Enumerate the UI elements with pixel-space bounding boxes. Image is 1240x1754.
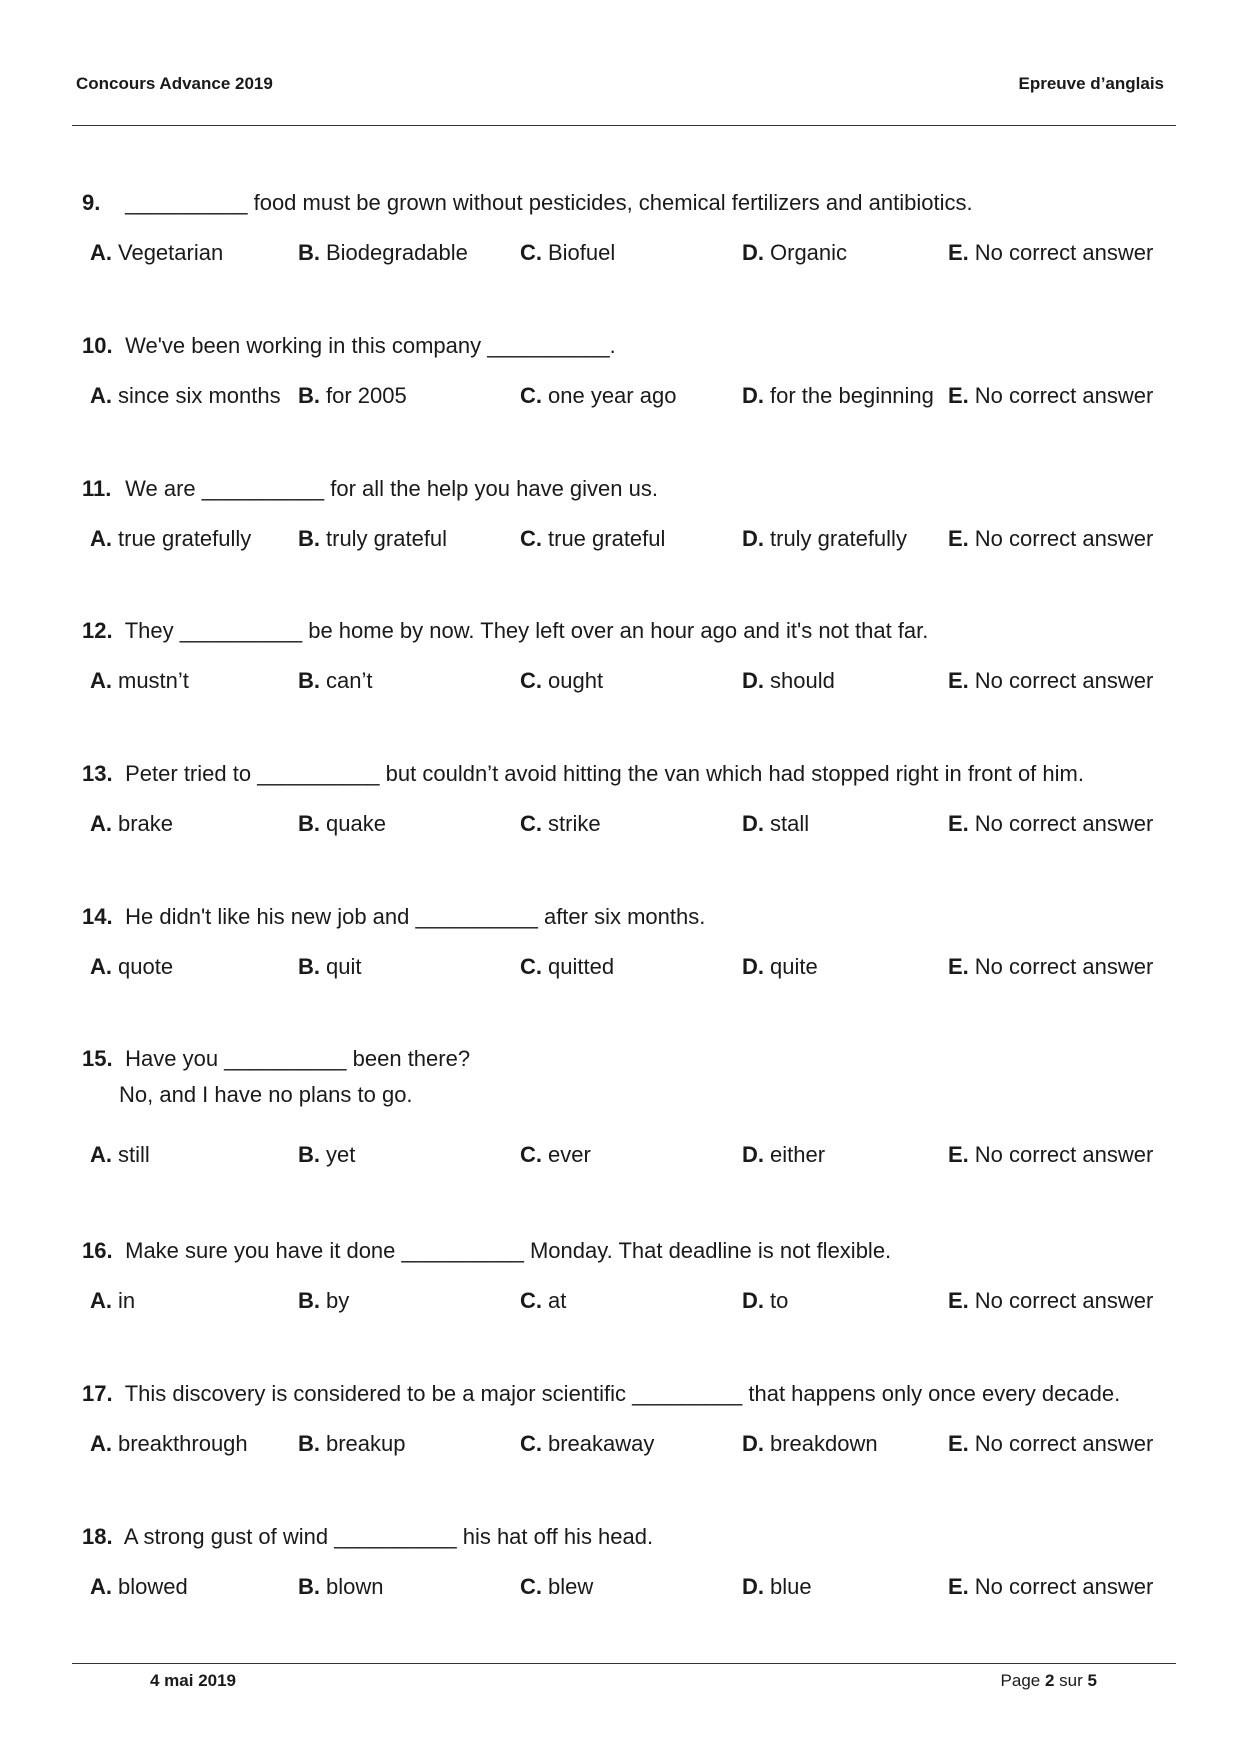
option-c[interactable]: C. one year ago bbox=[520, 383, 677, 408]
option-a[interactable]: A. mustn’t bbox=[90, 668, 189, 693]
question-number: 15. bbox=[82, 1046, 113, 1071]
option-e[interactable]: E. No correct answer bbox=[948, 811, 1154, 836]
option-b[interactable]: B. truly grateful bbox=[298, 526, 448, 551]
option-c[interactable]: C. Biofuel bbox=[520, 240, 616, 265]
page-header bbox=[76, 74, 1164, 96]
question-text: We are __________ for all the help you have given us. bbox=[125, 476, 658, 501]
option-a[interactable]: A. Vegetarian bbox=[90, 240, 224, 265]
question-11 bbox=[82, 471, 1172, 557]
question-stem bbox=[82, 756, 1172, 792]
option-a[interactable]: A. blowed bbox=[90, 1574, 188, 1599]
answer-options bbox=[82, 1137, 1172, 1173]
option-a[interactable]: A. brake bbox=[90, 811, 174, 836]
question-16 bbox=[82, 1233, 1172, 1319]
option-d[interactable]: D. to bbox=[742, 1288, 789, 1313]
option-a[interactable]: A. quote bbox=[90, 954, 174, 979]
option-d[interactable]: D. breakdown bbox=[742, 1431, 878, 1456]
answer-options bbox=[82, 806, 1172, 842]
option-b[interactable]: B. blown bbox=[298, 1574, 384, 1599]
question-9 bbox=[82, 185, 1172, 271]
question-10 bbox=[82, 328, 1172, 414]
question-stem bbox=[82, 613, 1172, 649]
exam-subject: Epreuve d’anglais bbox=[1018, 74, 1164, 93]
question-number: 16. bbox=[82, 1238, 113, 1263]
option-c[interactable]: C. blew bbox=[520, 1574, 594, 1599]
question-stem bbox=[82, 1233, 1172, 1269]
option-e[interactable]: E. No correct answer bbox=[948, 383, 1154, 408]
option-b[interactable]: B. by bbox=[298, 1288, 350, 1313]
answer-options bbox=[82, 1283, 1172, 1319]
option-d[interactable]: D. should bbox=[742, 668, 835, 693]
option-d[interactable]: D. truly gratefully bbox=[742, 526, 907, 551]
question-text-line-2: No, and I have no plans to go. bbox=[119, 1082, 413, 1107]
answer-options bbox=[82, 663, 1172, 699]
option-a[interactable]: A. breakthrough bbox=[90, 1431, 248, 1456]
option-e[interactable]: E. No correct answer bbox=[948, 1142, 1154, 1167]
option-e[interactable]: E. No correct answer bbox=[948, 1574, 1154, 1599]
question-number: 18. bbox=[82, 1524, 113, 1549]
option-b[interactable]: B. quake bbox=[298, 811, 386, 836]
answer-options bbox=[82, 949, 1172, 985]
question-text: A strong gust of wind __________ his hat off his head. bbox=[123, 1524, 654, 1549]
option-d[interactable]: D. for the beginning bbox=[742, 383, 934, 408]
option-b[interactable]: B. Biodegradable bbox=[298, 240, 468, 265]
question-text: He didn't like his new job and __________ after six months. bbox=[125, 904, 706, 929]
option-e[interactable]: E. No correct answer bbox=[948, 668, 1154, 693]
question-18 bbox=[82, 1519, 1172, 1605]
option-c[interactable]: C. ought bbox=[520, 668, 604, 693]
option-c[interactable]: C. at bbox=[520, 1288, 567, 1313]
option-c[interactable]: C. strike bbox=[520, 811, 601, 836]
answer-options bbox=[82, 378, 1172, 414]
option-e[interactable]: E. No correct answer bbox=[948, 954, 1154, 979]
question-number: 10. bbox=[82, 333, 113, 358]
option-c[interactable]: C. quitted bbox=[520, 954, 615, 979]
option-e[interactable]: E. No correct answer bbox=[948, 240, 1154, 265]
question-stem bbox=[82, 328, 1172, 364]
question-stem bbox=[82, 1041, 1172, 1077]
option-b[interactable]: B. breakup bbox=[298, 1431, 406, 1456]
answer-options bbox=[82, 1569, 1172, 1605]
question-number: 13. bbox=[82, 761, 113, 786]
header-divider bbox=[72, 125, 1176, 126]
question-number: 11. bbox=[82, 476, 112, 501]
question-stem bbox=[82, 185, 1172, 221]
question-number: 12. bbox=[82, 618, 113, 643]
option-d[interactable]: D. stall bbox=[742, 811, 810, 836]
question-text: This discovery is considered to be a major scientific _________ that happens only once every decade. bbox=[124, 1381, 1121, 1406]
option-a[interactable]: A. still bbox=[90, 1142, 150, 1167]
question-text: They __________ be home by now. They left over an hour ago and it's not that far. bbox=[124, 618, 929, 643]
option-d[interactable]: D. either bbox=[742, 1142, 826, 1167]
question-text: Peter tried to __________ but couldn’t avoid hitting the van which had stopped right in front of him. bbox=[125, 761, 1084, 786]
question-12 bbox=[82, 613, 1172, 699]
option-c[interactable]: C. breakaway bbox=[520, 1431, 655, 1456]
option-a[interactable]: A. in bbox=[90, 1288, 136, 1313]
question-number: 14. bbox=[82, 904, 113, 929]
question-text: Have you __________ been there? bbox=[125, 1046, 471, 1071]
answer-options bbox=[82, 521, 1172, 557]
option-e[interactable]: E. No correct answer bbox=[948, 526, 1154, 551]
question-text: We've been working in this company __________. bbox=[125, 333, 616, 358]
question-number: 9. bbox=[82, 190, 101, 215]
question-15 bbox=[82, 1041, 1172, 1173]
question-stem bbox=[82, 1519, 1172, 1555]
page-number: Page 2 sur 5 bbox=[1000, 1671, 1097, 1690]
question-13 bbox=[82, 756, 1172, 842]
footer-divider bbox=[72, 1663, 1176, 1664]
question-number: 17. bbox=[82, 1381, 113, 1406]
option-c[interactable]: C. ever bbox=[520, 1142, 591, 1167]
option-d[interactable]: D. Organic bbox=[742, 240, 848, 265]
answer-options bbox=[82, 1426, 1172, 1462]
question-text: __________ food must be grown without pesticides, chemical fertilizers and antibiotics. bbox=[125, 190, 973, 215]
question-stem bbox=[82, 471, 1172, 507]
question-stem bbox=[82, 899, 1172, 935]
question-14 bbox=[82, 899, 1172, 985]
footer-date: 4 mai 2019 bbox=[150, 1671, 237, 1690]
option-e[interactable]: E. No correct answer bbox=[948, 1288, 1154, 1313]
option-a[interactable]: A. since six months bbox=[90, 383, 281, 408]
exam-title: Concours Advance 2019 bbox=[76, 74, 273, 93]
option-e[interactable]: E. No correct answer bbox=[948, 1431, 1154, 1456]
option-b[interactable]: B. quit bbox=[298, 954, 362, 979]
option-b[interactable]: B. can’t bbox=[298, 668, 373, 693]
option-b[interactable]: B. for 2005 bbox=[298, 383, 407, 408]
question-text: Make sure you have it done __________ Monday. That deadline is not flexible. bbox=[125, 1238, 892, 1263]
question-17 bbox=[82, 1376, 1172, 1462]
question-stem bbox=[82, 1376, 1172, 1412]
option-d[interactable]: D. quite bbox=[742, 954, 818, 979]
option-d[interactable]: D. blue bbox=[742, 1574, 812, 1599]
option-a[interactable]: A. true gratefully bbox=[90, 526, 252, 551]
option-c[interactable]: C. true grateful bbox=[520, 526, 666, 551]
answer-options bbox=[82, 235, 1172, 271]
option-b[interactable]: B. yet bbox=[298, 1142, 356, 1167]
